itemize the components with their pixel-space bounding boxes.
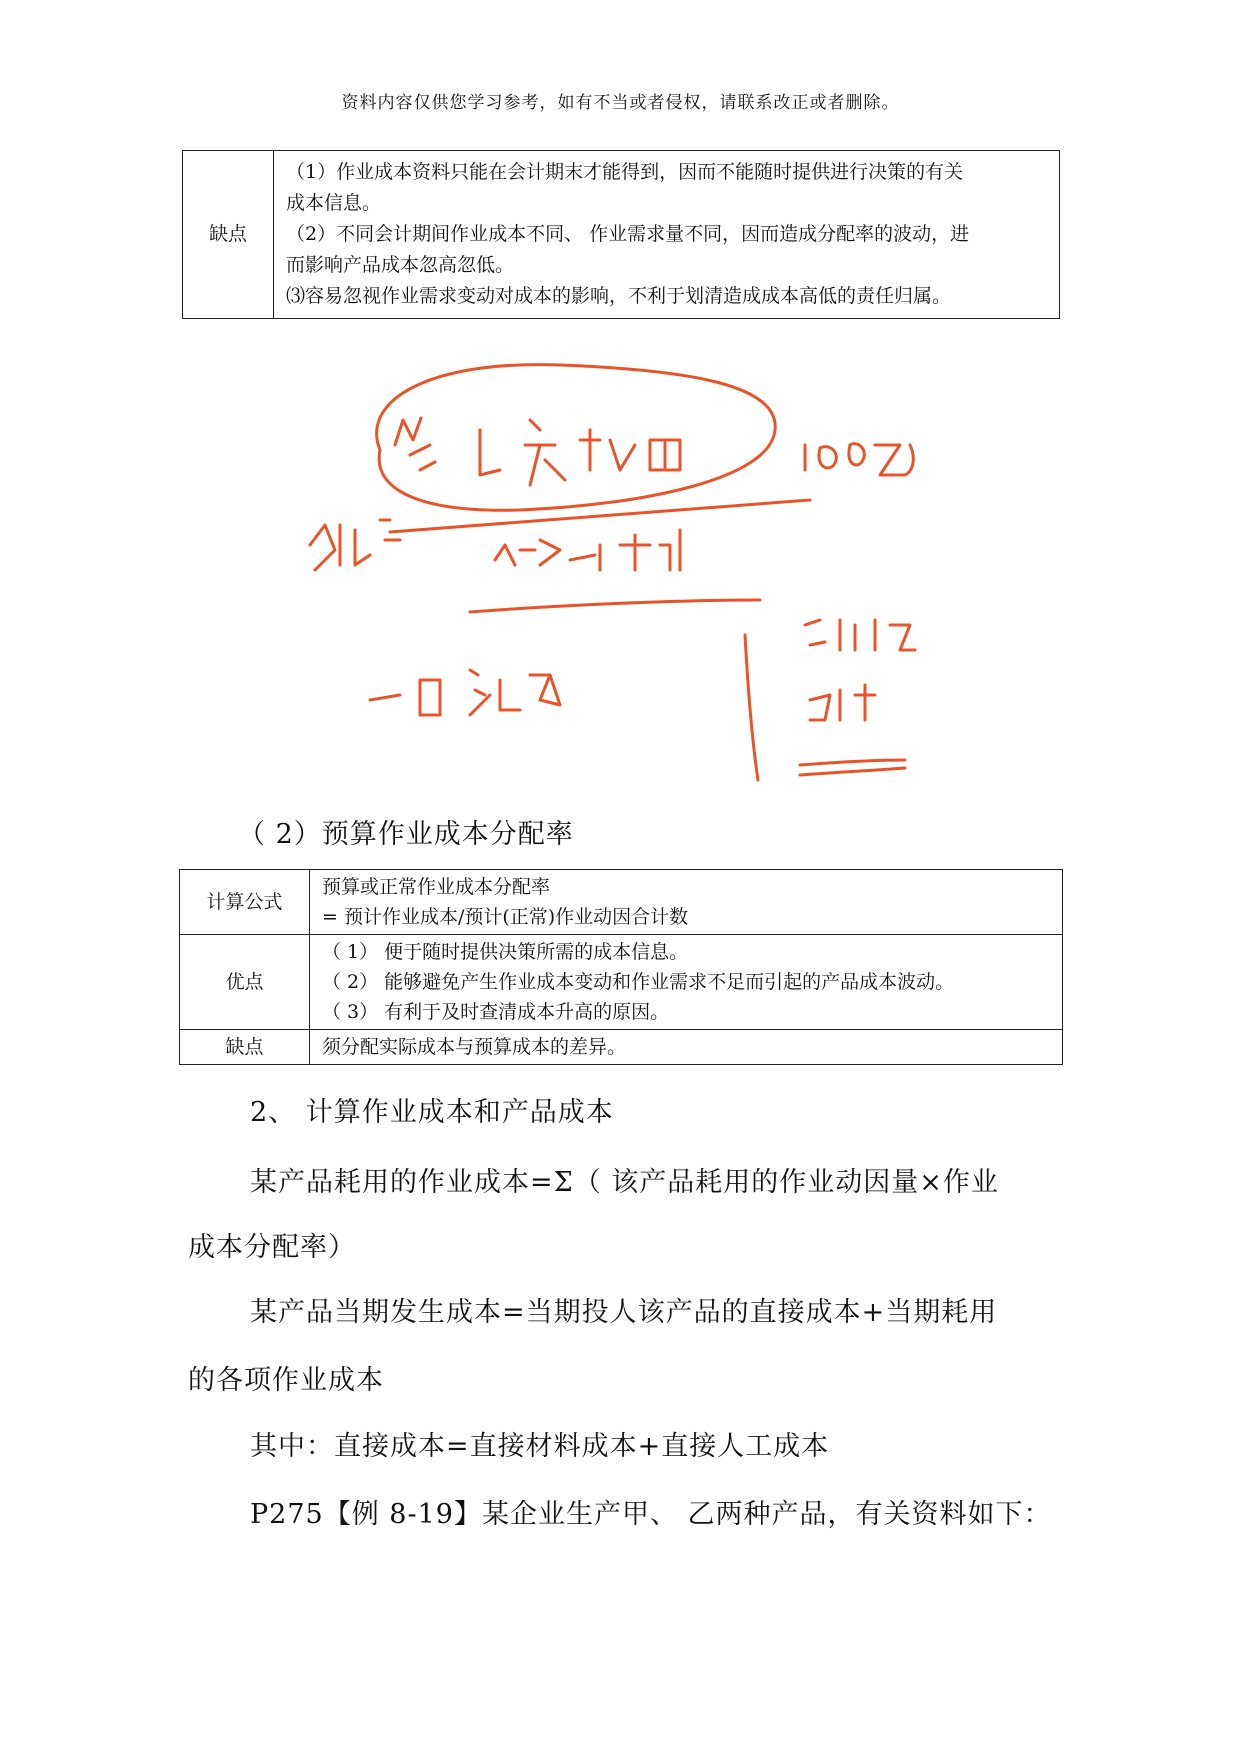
table-row [180,1030,1063,1065]
row-label: 计算公式 [180,870,310,935]
row-line: 预算或正常作业成本分配率 [322,876,551,898]
paragraph: 的各项作业成本 [188,1365,384,1396]
disadvantage-line: ⑶容易忽视作业需求变动对成本的影响，不利于划清造成成本高低的责任归属。 [286,285,952,307]
paragraph: 其中：直接成本=直接材料成本+直接人工成本 [250,1431,830,1462]
disadvantages-label: 缺点 [183,151,274,319]
row-line: （ 3） 有利于及时查清成本升高的原因。 [322,1001,670,1023]
table-row [180,870,1063,935]
row-label: 缺点 [180,1030,310,1065]
annotation-underline [800,768,905,775]
disadvantage-line: （2）不同会计期间作业成本不同、 作业需求量不同，因而造成分配率的波动，进 [286,223,970,245]
header-disclaimer: 资料内容仅供您学习参考，如有不当或者侵权，请联系改正或者删除。 [341,93,900,113]
annotation-underline [470,600,760,612]
table-row [180,935,1063,1030]
section-title: （ 2）预算作业成本分配率 [238,819,574,850]
section-heading-2: 2、 计算作业成本和产品成本 [250,1097,614,1128]
row-line: 须分配实际成本与预算成本的差异。 [322,1036,627,1058]
paragraph: 成本分配率） [188,1232,356,1263]
disadvantage-line: （1）作业成本资料只能在会计期末才能得到，因而不能随时提供进行决策的有关 [286,161,964,183]
budget-rate-table [179,869,1063,1065]
row-content [310,870,1063,935]
row-line: （ 2） 能够避免产生作业成本变动和作业需求不足而引起的产品成本波动。 [322,971,955,993]
paragraph: 某产品耗用的作业成本=Σ（ 该产品耗用的作业动因量×作业 [250,1167,999,1198]
disadvantage-line: 而影响产品成本忽高忽低。 [286,254,515,276]
row-line: = 预计作业成本/预计(正常)作业动因合计数 [322,906,689,928]
paragraph: P275【例 8-19】某企业生产甲、 乙两种产品，有关资料如下： [250,1499,1052,1530]
annotation-divider [745,635,758,780]
paragraph: 某产品当期发生成本=当期投人该产品的直接成本+当期耗用 [250,1297,998,1328]
handwritten-annotation [0,0,1241,800]
disadvantage-line: 成本信息。 [286,192,382,214]
row-label: 优点 [180,935,310,1030]
row-content [310,1030,1063,1065]
row-line: （ 1） 便于随时提供决策所需的成本信息。 [322,941,689,963]
row-content [310,935,1063,1030]
annotation-circle [377,365,776,511]
annotation-underline [800,760,905,765]
